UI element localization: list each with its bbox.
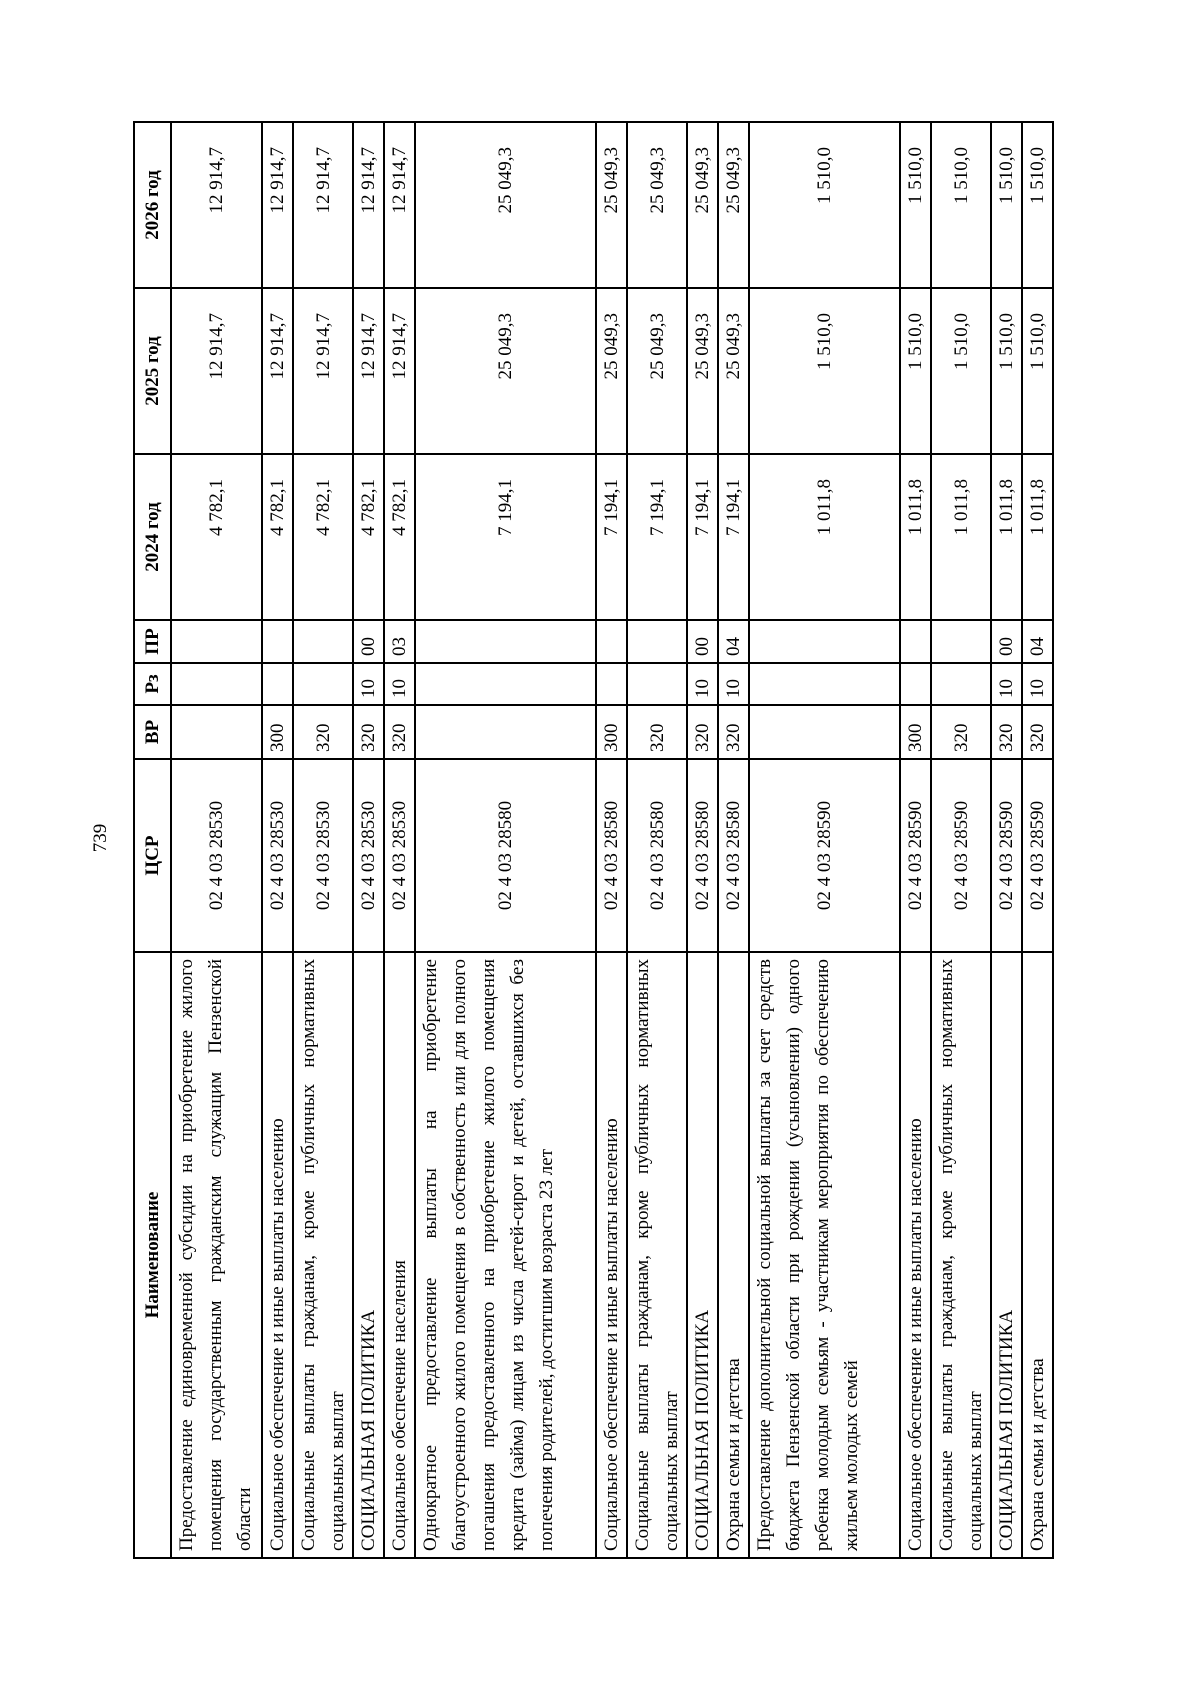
cell-name: Социальное обеспечение и иные выплаты населению xyxy=(262,952,293,1558)
cell-rz: 10 xyxy=(384,663,415,705)
cell-csr: 02 4 03 28590 xyxy=(991,759,1022,952)
cell-vr: 300 xyxy=(900,705,931,759)
cell-rz xyxy=(931,663,991,705)
cell-pr: 04 xyxy=(1022,620,1053,663)
cell-vr: 320 xyxy=(627,705,687,759)
header-2026: 2026 год xyxy=(134,122,171,288)
cell-2024: 4 782,1 xyxy=(353,454,384,620)
cell-2026: 1 510,0 xyxy=(749,122,900,288)
cell-2025: 25 049,3 xyxy=(687,288,718,454)
cell-2024: 1 011,8 xyxy=(991,454,1022,620)
cell-name: Социальные выплаты гражданам, кроме публичных нормативных социальных выплат xyxy=(293,952,353,1558)
cell-vr: 320 xyxy=(931,705,991,759)
cell-2024: 7 194,1 xyxy=(596,454,627,620)
table-row xyxy=(353,122,384,1558)
cell-rz: 10 xyxy=(687,663,718,705)
cell-2026: 12 914,7 xyxy=(171,122,262,288)
cell-2024: 1 011,8 xyxy=(900,454,931,620)
cell-2026: 12 914,7 xyxy=(353,122,384,288)
cell-2025: 25 049,3 xyxy=(718,288,749,454)
cell-2025: 12 914,7 xyxy=(384,288,415,454)
cell-pr xyxy=(596,620,627,663)
header-name: Наименование xyxy=(134,952,171,1558)
cell-csr: 02 4 03 28590 xyxy=(749,759,900,952)
cell-pr xyxy=(262,620,293,663)
cell-vr: 320 xyxy=(687,705,718,759)
table-header-row xyxy=(134,122,171,1558)
cell-rz xyxy=(262,663,293,705)
cell-rz xyxy=(415,663,596,705)
cell-rz xyxy=(627,663,687,705)
cell-pr xyxy=(627,620,687,663)
cell-pr xyxy=(415,620,596,663)
table-row xyxy=(596,122,627,1558)
cell-2024: 1 011,8 xyxy=(931,454,991,620)
cell-csr: 02 4 03 28590 xyxy=(931,759,991,952)
cell-rz: 10 xyxy=(718,663,749,705)
header-2025: 2025 год xyxy=(134,288,171,454)
cell-csr: 02 4 03 28530 xyxy=(293,759,353,952)
cell-csr: 02 4 03 28580 xyxy=(596,759,627,952)
cell-vr: 320 xyxy=(293,705,353,759)
cell-vr: 320 xyxy=(718,705,749,759)
header-2024: 2024 год xyxy=(134,454,171,620)
cell-rz xyxy=(293,663,353,705)
cell-pr: 04 xyxy=(718,620,749,663)
table-row xyxy=(749,122,900,1558)
table-row xyxy=(1022,122,1053,1558)
cell-csr: 02 4 03 28530 xyxy=(171,759,262,952)
table-row xyxy=(171,122,262,1558)
cell-2025: 12 914,7 xyxy=(262,288,293,454)
cell-csr: 02 4 03 28580 xyxy=(415,759,596,952)
cell-rz xyxy=(749,663,900,705)
cell-2026: 1 510,0 xyxy=(931,122,991,288)
table-row xyxy=(262,122,293,1558)
cell-vr: 320 xyxy=(991,705,1022,759)
cell-csr: 02 4 03 28580 xyxy=(687,759,718,952)
cell-2026: 1 510,0 xyxy=(991,122,1022,288)
cell-vr xyxy=(415,705,596,759)
cell-name: Социальное обеспечение и иные выплаты населению xyxy=(596,952,627,1558)
cell-csr: 02 4 03 28580 xyxy=(627,759,687,952)
cell-vr xyxy=(171,705,262,759)
table-row xyxy=(415,122,596,1558)
cell-name: СОЦИАЛЬНАЯ ПОЛИТИКА xyxy=(991,952,1022,1558)
cell-2024: 1 011,8 xyxy=(1022,454,1053,620)
cell-vr: 320 xyxy=(353,705,384,759)
cell-csr: 02 4 03 28530 xyxy=(353,759,384,952)
cell-2025: 1 510,0 xyxy=(1022,288,1053,454)
cell-vr: 320 xyxy=(1022,705,1053,759)
cell-name: Социальное обеспечение населения xyxy=(384,952,415,1558)
cell-2024: 7 194,1 xyxy=(627,454,687,620)
cell-2025: 25 049,3 xyxy=(627,288,687,454)
cell-vr: 300 xyxy=(596,705,627,759)
cell-2026: 12 914,7 xyxy=(293,122,353,288)
header-rz: Рз xyxy=(134,663,171,705)
cell-2025: 12 914,7 xyxy=(353,288,384,454)
table-row xyxy=(718,122,749,1558)
cell-2026: 1 510,0 xyxy=(900,122,931,288)
cell-2024: 4 782,1 xyxy=(262,454,293,620)
cell-2026: 25 049,3 xyxy=(687,122,718,288)
cell-2025: 1 510,0 xyxy=(931,288,991,454)
cell-2024: 4 782,1 xyxy=(293,454,353,620)
table-row xyxy=(900,122,931,1558)
cell-2025: 25 049,3 xyxy=(596,288,627,454)
cell-2024: 1 011,8 xyxy=(749,454,900,620)
cell-2026: 25 049,3 xyxy=(415,122,596,288)
cell-rz: 10 xyxy=(353,663,384,705)
cell-2025: 1 510,0 xyxy=(900,288,931,454)
cell-name: Предоставление дополнительной социальной выплаты за счет средств бюджета Пензенской области при рождении (усыновлении) одного ребенка молодым семьям - участникам мероприятия по обеспечению жильем молодых семей xyxy=(749,952,900,1558)
cell-2024: 7 194,1 xyxy=(687,454,718,620)
header-csr: ЦСР xyxy=(134,759,171,952)
cell-csr: 02 4 03 28580 xyxy=(718,759,749,952)
cell-2024: 4 782,1 xyxy=(384,454,415,620)
cell-name: Предоставление единовременной субсидии на приобретение жилого помещения государственным гражданским служащим Пензенской области xyxy=(171,952,262,1558)
cell-csr: 02 4 03 28590 xyxy=(1022,759,1053,952)
cell-2026: 25 049,3 xyxy=(718,122,749,288)
cell-name: Социальное обеспечение и иные выплаты населению xyxy=(900,952,931,1558)
cell-pr xyxy=(171,620,262,663)
header-pr: ПР xyxy=(134,620,171,663)
cell-pr: 00 xyxy=(991,620,1022,663)
cell-2024: 7 194,1 xyxy=(415,454,596,620)
cell-pr xyxy=(900,620,931,663)
cell-pr: 00 xyxy=(353,620,384,663)
cell-vr xyxy=(749,705,900,759)
cell-rz xyxy=(171,663,262,705)
cell-csr: 02 4 03 28530 xyxy=(262,759,293,952)
cell-name: Социальные выплаты гражданам, кроме публичных нормативных социальных выплат xyxy=(627,952,687,1558)
cell-2025: 1 510,0 xyxy=(991,288,1022,454)
cell-name: СОЦИАЛЬНАЯ ПОЛИТИКА xyxy=(687,952,718,1558)
cell-vr: 320 xyxy=(384,705,415,759)
cell-pr xyxy=(749,620,900,663)
cell-2026: 25 049,3 xyxy=(596,122,627,288)
cell-name: Охрана семьи и детства xyxy=(718,952,749,1558)
cell-rz xyxy=(596,663,627,705)
page-number: 739 xyxy=(90,823,111,853)
table-row xyxy=(931,122,991,1558)
table-row xyxy=(991,122,1022,1558)
table-row xyxy=(627,122,687,1558)
cell-pr: 00 xyxy=(687,620,718,663)
cell-2026: 12 914,7 xyxy=(384,122,415,288)
cell-rz: 10 xyxy=(991,663,1022,705)
cell-name: Однократное предоставление выплаты на приобретение благоустроенного жилого помещения в собственность или для полного погашения предоставленного на приобретение жилого помещения кредита (займа) лицам из числа детей-сирот и детей, оставшихся без попечения родителей, достигшим возраста 23 лет xyxy=(415,952,596,1558)
cell-2025: 12 914,7 xyxy=(293,288,353,454)
table-row xyxy=(687,122,718,1558)
cell-csr: 02 4 03 28530 xyxy=(384,759,415,952)
cell-2025: 25 049,3 xyxy=(415,288,596,454)
budget-table xyxy=(133,121,1054,1559)
cell-2024: 7 194,1 xyxy=(718,454,749,620)
cell-vr: 300 xyxy=(262,705,293,759)
cell-pr: 03 xyxy=(384,620,415,663)
cell-pr xyxy=(931,620,991,663)
cell-name: Социальные выплаты гражданам, кроме публичных нормативных социальных выплат xyxy=(931,952,991,1558)
cell-2026: 25 049,3 xyxy=(627,122,687,288)
cell-2025: 12 914,7 xyxy=(171,288,262,454)
cell-csr: 02 4 03 28590 xyxy=(900,759,931,952)
cell-rz: 10 xyxy=(1022,663,1053,705)
header-vr: ВР xyxy=(134,705,171,759)
cell-2026: 12 914,7 xyxy=(262,122,293,288)
cell-rz xyxy=(900,663,931,705)
cell-name: СОЦИАЛЬНАЯ ПОЛИТИКА xyxy=(353,952,384,1558)
cell-2024: 4 782,1 xyxy=(171,454,262,620)
cell-pr xyxy=(293,620,353,663)
cell-name: Охрана семьи и детства xyxy=(1022,952,1053,1558)
cell-2026: 1 510,0 xyxy=(1022,122,1053,288)
cell-2025: 1 510,0 xyxy=(749,288,900,454)
table-row xyxy=(293,122,353,1558)
rotated-page-content xyxy=(133,123,1048,1559)
table-row xyxy=(384,122,415,1558)
